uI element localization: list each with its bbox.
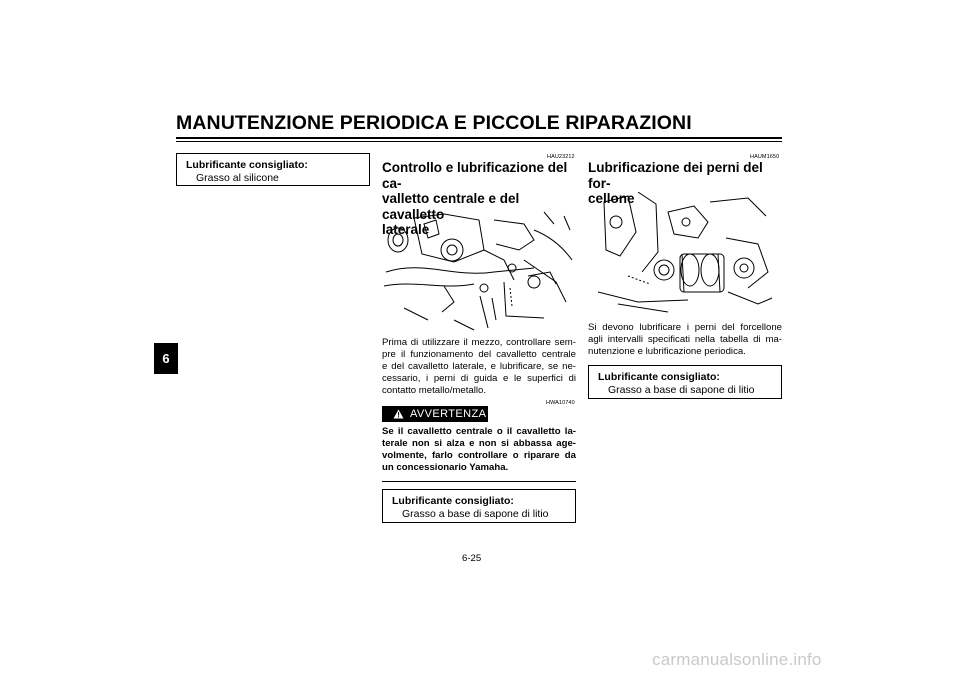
right-body-line: Si devono lubrificare i perni del forcellone <box>588 322 782 333</box>
right-heading-line: cellone <box>588 191 635 206</box>
middle-lubricant-box <box>382 489 576 523</box>
left-lubricant-label: Lubrificante consigliato: <box>186 159 308 171</box>
chapter-tab: 6 <box>154 343 178 374</box>
warning-triangle-icon <box>393 409 404 419</box>
middle-body-line: Prima di utilizzare il mezzo, controllare sem- <box>382 337 576 348</box>
middle-lubricant-label: Lubrificante consigliato: <box>392 495 514 507</box>
right-section-code: HAUM1650 <box>750 154 780 160</box>
watermark: carmanualsonline.info <box>652 650 822 669</box>
page-number: 6-25 <box>462 553 482 564</box>
middle-body-line: contatto metallo/metallo. <box>382 385 486 397</box>
right-body-line: agli intervalli specificati nella tabella di ma- <box>588 334 782 346</box>
warning-line: terale non si alza e non si abbassa age- <box>382 438 576 450</box>
middle-heading-line: Controllo e lubrificazione del ca- <box>382 160 568 191</box>
middle-body-text <box>382 337 576 397</box>
left-lubricant-box <box>176 153 370 186</box>
middle-lubricant-value: Grasso a base di sapone di litio <box>402 507 549 520</box>
header-rule-thin <box>176 141 782 142</box>
stand-illustration <box>384 210 576 332</box>
left-lubricant-value: Grasso al silicone <box>196 171 279 184</box>
warning-label: AVVERTENZA <box>410 408 487 420</box>
warning-line: un concessionario Yamaha. <box>382 462 509 474</box>
right-lubricant-value: Grasso a base di sapone di litio <box>608 383 755 396</box>
warning-badge <box>382 406 488 422</box>
right-lubricant-label: Lubrificante consigliato: <box>598 371 720 383</box>
right-body-text <box>588 322 782 358</box>
warning-code: HWA10740 <box>546 400 575 406</box>
middle-body-line: cessario, i perni di guida e le superfici di <box>382 373 576 385</box>
middle-heading-line: valletto centrale e del cavalletto <box>382 191 520 222</box>
middle-body-line: pre il funzionamento del cavalletto centrale <box>382 349 576 361</box>
warning-text <box>382 426 576 474</box>
header-rule-thick <box>176 137 782 139</box>
middle-heading-line: laterale <box>382 222 430 237</box>
middle-body-line: e del cavalletto laterale, e lubrificare, se ne- <box>382 361 576 373</box>
right-heading-line: Lubrificazione dei perni del for- <box>588 160 763 191</box>
swingarm-illustration <box>598 192 774 314</box>
right-body-line: nutenzione e lubrificazione periodica. <box>588 346 746 358</box>
middle-section-code: HAU23212 <box>547 154 575 160</box>
page-title: MANUTENZIONE PERIODICA E PICCOLE RIPARAZIONI <box>176 112 692 134</box>
warning-line: volmente, farlo controllare o riparare da <box>382 450 576 462</box>
warning-line: Se il cavalletto centrale o il cavalletto la- <box>382 426 576 437</box>
right-lubricant-box <box>588 365 782 399</box>
warning-end-rule <box>382 481 576 482</box>
